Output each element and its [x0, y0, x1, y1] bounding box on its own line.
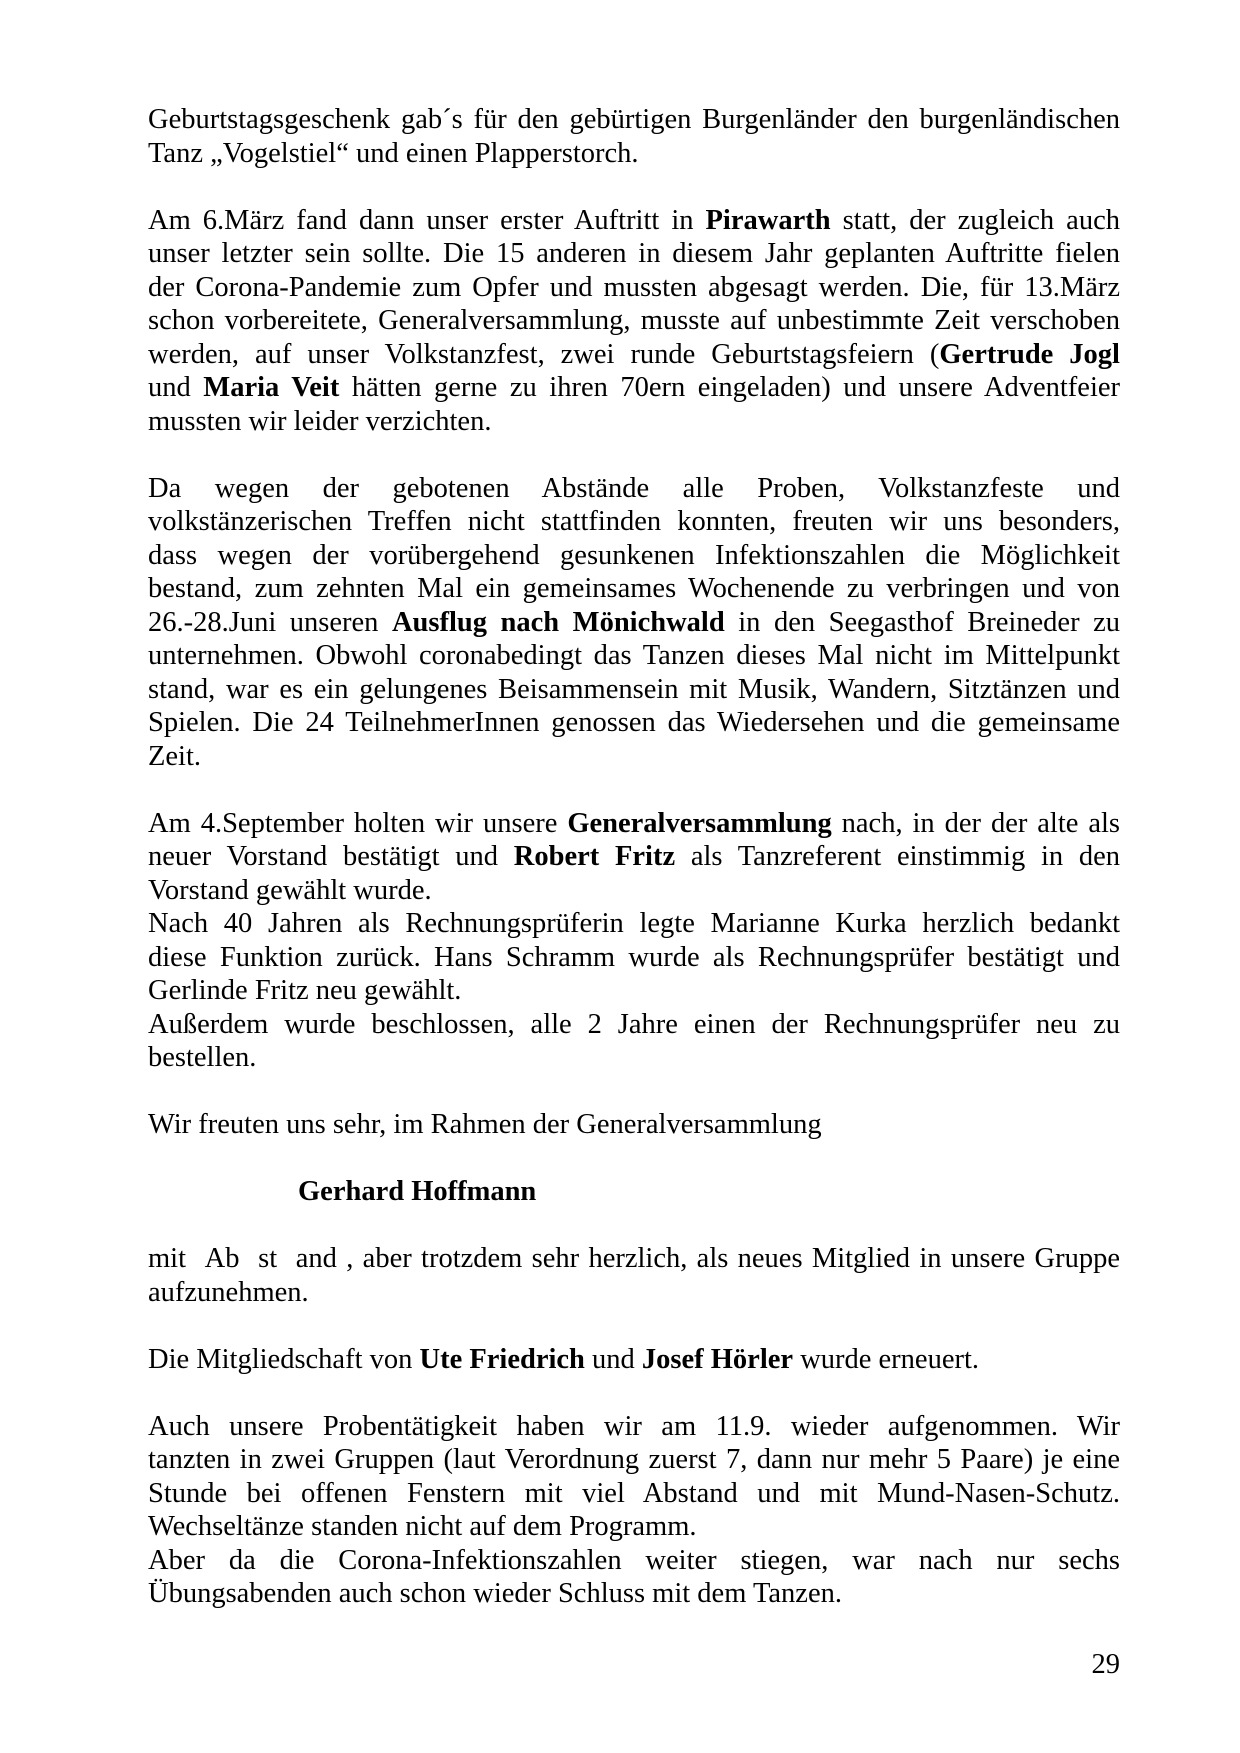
bold-text-run: Pirawarth [705, 204, 831, 236]
text-run: Die Mitgliedschaft von [148, 1343, 420, 1375]
text-run: volkstänzerischen Treffen nicht stattfinden konnten, freuten wir uns besonders, [148, 506, 1120, 537]
text-run: 26.-28.Juni unseren [148, 606, 392, 638]
text-run: Auch unsere Probentätigkeit haben wir am 11.9. wieder aufgenommen. Wir [148, 1410, 1120, 1442]
text-run: wurde erneuert. [793, 1343, 980, 1375]
text-run: schon vorbereitete, Generalversammlung, musste auf unbestimmte Zeit verschoben [148, 305, 1120, 336]
text-line [148, 572, 1120, 606]
paragraph-pirawarth-corona [148, 204, 1120, 439]
text-run: Wechseltänze standen nicht auf dem Programm. [148, 1511, 697, 1542]
text-line [148, 1477, 1120, 1511]
text-run: mussten wir leider verzichten. [148, 405, 492, 437]
text-line [148, 1242, 1120, 1276]
text-run: unser letzter sein sollte. Die 15 anderen in diesem Jahr geplanten Auftritte fielen [148, 238, 1120, 269]
text-line [148, 673, 1120, 707]
paragraph-generalversammlung [148, 807, 1120, 1075]
text-run: Spielen. Die 24 TeilnehmerInnen genossen das Wiedersehen und die gemeinsame [148, 707, 1120, 738]
paragraph-mitgliedschaft [148, 1343, 1120, 1377]
text-run: Da wegen der gebotenen Abstände alle Proben, Volkstanzfeste und [148, 472, 1120, 504]
bold-text-run: Josef Hörler [641, 1343, 794, 1375]
text-run: Nach 40 Jahren als Rechnungsprüferin legte Marianne Kurka herzlich bedankt [148, 908, 1120, 939]
text-line [148, 740, 1120, 774]
text-line [298, 1175, 1120, 1209]
text-run: tanzten in zwei Gruppen (laut Verordnung zuerst 7, dann nur mehr 5 Paare) je eine [148, 1444, 1120, 1475]
text-run: werden, auf unser Volkstanzfest, zwei runde Geburtstagsfeiern ( [148, 338, 940, 370]
text-run: diese Funktion zurück. Hans Schramm wurde als Rechnungsprüfer bestätigt und [148, 941, 1120, 973]
text-content [148, 103, 1120, 1611]
text-line [148, 1276, 1120, 1310]
text-line [148, 505, 1120, 539]
text-line [148, 137, 1120, 171]
text-run: der Corona-Pandemie zum Opfer und mussten abgesagt werden. Die, für 13.März [148, 271, 1120, 303]
text-run: dass wegen der vorübergehend gesunkenen Infektionszahlen die Möglichkeit [148, 539, 1120, 571]
bold-text-run: Robert Fritz [513, 841, 676, 872]
text-line [148, 1008, 1120, 1042]
text-run: mit Ab st and , aber trotzdem sehr herzlich, als neues Mitglied in unsere Gruppe [148, 1243, 1120, 1274]
paragraph-moenichwald-weekend [148, 472, 1120, 774]
text-line [148, 1443, 1120, 1477]
text-run: Aber da die Corona-Infektionszahlen weiter stiegen, war nach nur sechs [148, 1544, 1120, 1576]
text-run: in den Seegasthof Breineder zu [724, 606, 1121, 638]
text-line [148, 103, 1120, 137]
text-line [148, 237, 1120, 271]
text-run: Wir freuten uns sehr, im Rahmen der Generalversammlung [148, 1109, 822, 1140]
text-run: Am 6.März fand dann unser erster Auftritt in [148, 204, 706, 236]
text-line [148, 371, 1120, 405]
bold-text-run: Gerhard Hoffmann [298, 1176, 537, 1207]
bold-text-run: Ute Friedrich [419, 1343, 585, 1375]
text-run: Stunde bei offenen Fenstern mit viel Abstand und mit Mund-Nasen-Schutz. [148, 1477, 1120, 1509]
text-run: Tanz „Vogelstiel“ und einen Plapperstorch. [148, 137, 639, 169]
text-run: Zeit. [148, 740, 202, 772]
text-run: statt, der zugleich auch [830, 204, 1120, 236]
text-line [148, 405, 1120, 439]
text-line [148, 941, 1120, 975]
text-line [148, 304, 1120, 338]
text-line [148, 472, 1120, 506]
text-line [148, 907, 1120, 941]
text-run: bestand, zum zehnten Mal ein gemeinsames Wochenende zu verbringen und von [148, 573, 1120, 604]
text-run: Vorstand gewählt wurde. [148, 874, 432, 906]
page-number: 29 [1091, 1649, 1120, 1680]
text-run: hätten gerne zu ihren 70ern eingeladen) und unsere Adventfeier [339, 372, 1121, 403]
text-run: Gerlinde Fritz neu gewählt. [148, 975, 462, 1006]
text-line [148, 338, 1120, 372]
bold-text-run: Generalversammlung [567, 807, 832, 839]
text-run: Am 4.September holten wir unsere [148, 807, 568, 839]
paragraph-birthday-gift [148, 103, 1120, 170]
text-run: Außerdem wurde beschlossen, alle 2 Jahre einen der Rechnungsprüfer neu zu [148, 1008, 1120, 1040]
text-line [148, 1041, 1120, 1075]
text-line [148, 639, 1120, 673]
text-run: nach, in der der alte als [831, 807, 1121, 839]
text-line [148, 1108, 1120, 1142]
text-line [148, 1577, 1120, 1611]
text-line [148, 807, 1120, 841]
paragraph-wir-freuten [148, 1108, 1120, 1142]
paragraph-neues-mitglied [148, 1242, 1120, 1309]
text-run: stand, war es ein gelungenes Beisammensein mit Musik, Wandern, Sitztänzen und [148, 673, 1120, 705]
text-line [148, 204, 1120, 238]
text-run: neuer Vorstand bestätigt und [148, 841, 514, 872]
bold-text-run: Gertrude Jogl [939, 338, 1120, 370]
text-run: aufzunehmen. [148, 1276, 309, 1308]
text-run: bestellen. [148, 1042, 257, 1073]
text-run: unternehmen. Obwohl coronabedingt das Tanzen dieses Mal nicht im Mittelpunkt [148, 640, 1120, 671]
text-run: und [148, 372, 204, 403]
text-line [148, 706, 1120, 740]
text-line [148, 1343, 1120, 1377]
text-line [148, 271, 1120, 305]
text-run: Geburtstagsgeschenk gab´s für den gebürtigen Burgenländer den burgenländischen [148, 104, 1120, 135]
paragraph-gerhard-hoffmann [148, 1175, 1120, 1209]
paragraph-probentaetigkeit [148, 1410, 1120, 1611]
text-line [148, 1410, 1120, 1444]
text-run: und [584, 1343, 642, 1375]
text-line [148, 874, 1120, 908]
text-line [148, 840, 1120, 874]
text-line [148, 1510, 1120, 1544]
bold-text-run: Ausflug nach Mönichwald [391, 606, 725, 638]
text-line [148, 539, 1120, 573]
text-line [148, 974, 1120, 1008]
bold-text-run: Maria Veit [203, 372, 340, 403]
text-line [148, 606, 1120, 640]
text-run: als Tanzreferent einstimmig in den [675, 841, 1120, 872]
text-line [148, 1544, 1120, 1578]
text-run: Übungsabenden auch schon wieder Schluss mit dem Tanzen. [148, 1578, 842, 1609]
